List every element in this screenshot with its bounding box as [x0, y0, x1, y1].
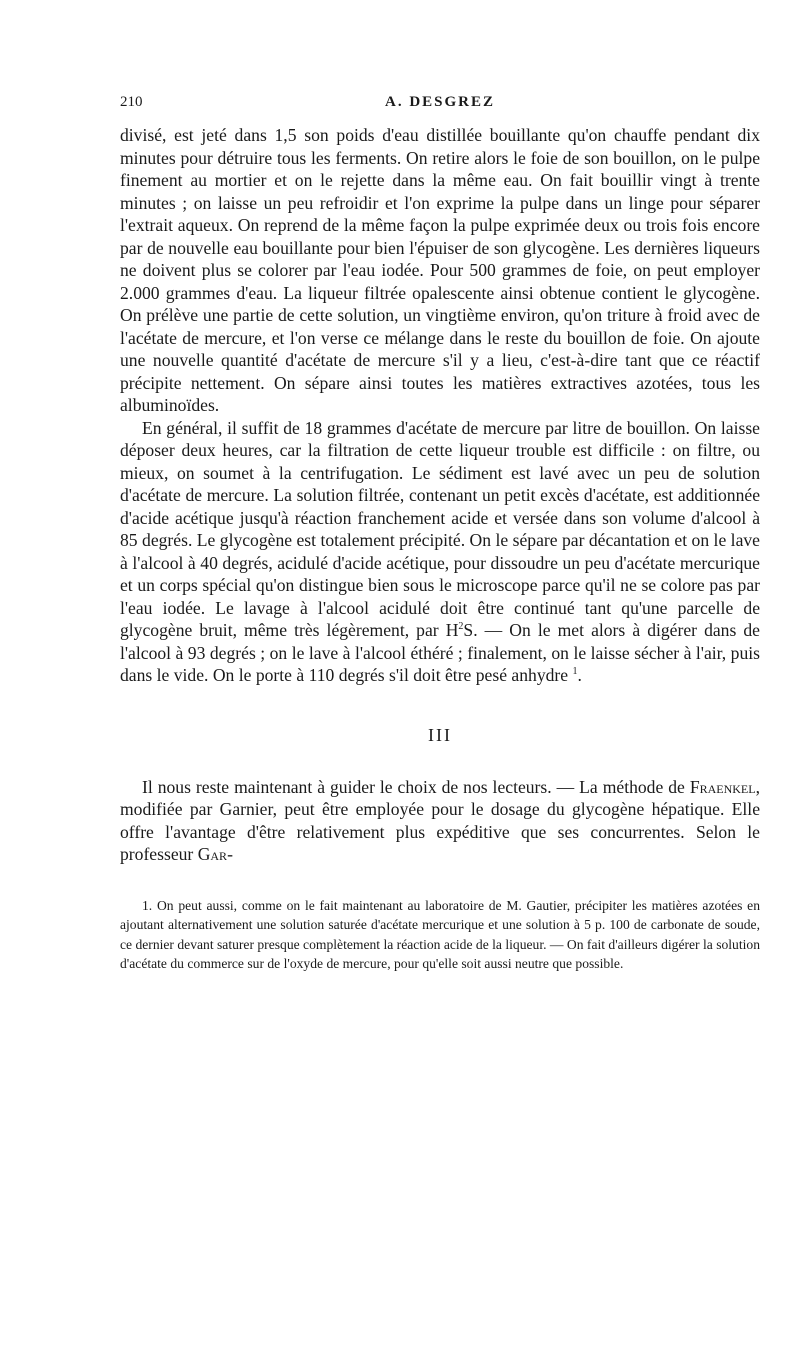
h2s-superscript: 2: [458, 621, 464, 633]
paragraph: [120, 776, 760, 866]
paragraph-text: Il nous reste maintenant à guider le choix de nos lecteurs. — La méthode de: [142, 776, 690, 797]
footnote-text: On peut aussi, comme on le fait maintenant au laboratoire de M. Gautier, précipiter les matières azotées en ajoutant alternativement une solution saturée d'acétate mercurique et une solution à 5 p. 100 de carbonate de soude, ce dernier devant saturer presque complètement la réaction acide de la liqueur. — On fait d'ailleurs digérer la solution d'acétate du commerce sur de l'oxyde de mercure, pour qu'elle soit aussi neutre que possible.: [120, 897, 760, 971]
footnotes: [120, 896, 760, 974]
running-head: [120, 94, 760, 124]
paragraph: [120, 124, 760, 417]
paragraph-text: divisé, est jeté dans 1,5 son poids d'eau distillée bouillante qu'on chauffe pendant dix minutes pour détruire tous les ferments. On retire alors le foie de son bouillon, on le pulpe finement au mortier et on le rejette dans la même eau. On fait bouillir vingt à trente minutes ; on laisse un peu refroidir et l'on exprime la pulpe dans un linge pour séparer l'extrait aqueux. On reprend de la même façon la pulpe exprimée deux ou trois fois encore par de nouvelle eau bouillante pour bien l'épuiser de son glycogène. Les dernières liqueurs ne doivent plus se colorer par l'eau iodée. Pour 500 grammes de foie, on peut employer 2.000 grammes d'eau. La liqueur filtrée opalescente ainsi obtenue contient le glycogène. On prélève une partie de cette solution, un vingtième environ, qu'on triture à froid avec de l'acétate de mercure, et l'on verse ce mélange dans le reste du bouillon de foie. On ajoute une nouvelle quantité d'acétate de mercure s'il y a lieu, c'est-à-dire tant que ce réactif précipite nettement. On sépare ainsi toutes les matières extractives azotées, tous les albuminoïdes.: [120, 125, 760, 415]
author-name: Gar-: [197, 844, 233, 864]
footnote-marker: 1.: [142, 897, 153, 913]
section-number: III: [428, 724, 452, 745]
footnote: [120, 896, 760, 974]
main-text: [120, 124, 760, 687]
book-page: [120, 94, 760, 974]
paragraph-text: S. — On le met alors à digérer dans de l'alcool à 93 degrés ; on le lave à l'alcool éthéré ; finalement, on le laisse sécher à l'air, puis dans le vide. On le porte à 110 degrés s'il doit être pesé anhydre: [120, 620, 760, 685]
author-name: Fraenkel: [689, 776, 756, 797]
running-title: A. DESGREZ: [384, 94, 496, 110]
footnote-reference: 1: [572, 666, 578, 678]
paragraph: En général, il suffit de 18 grammes d'acétate de mercure par litre de bouillon. On laisse déposer deux heures, car la filtration de cette liqueur trouble est difficile : on filtre, ou mieux, on soumet à la centrifugation. Le sédiment est lavé avec un peu de solution d'acétate de mercure. La solution filtrée, contenant un petit excès d'acétate, est additionnée d'acide acétique jusqu'à réaction franchement acide et versée dans son volume d'alcool à 85 degrés. Le glycogène est totalement précipité. On le sépare par décantation et on le lave à l'alcool à 40 degrés, acidulé d'acide acétique, pour dissoudre un peu d'acétate mercurique et un corps spécial qu'on distingue bien sous le microscope parce qu'il ne se colore pas par l'eau iodée. Le lavage à l'alcool acidulé doit être continué tant qu'une parcelle de glycogène bruit, même très légèrement, par $H^2S$. — On le met alors à digérer dans de l'alcool à 93 degrés ; on le lave à l'alcool éthéré ; finalement, on le laisse sécher à l'air, puis dans le vide. On le porte à 110 degrés s'il doit être pesé anhydre $^1$.: [120, 417, 760, 685]
page-number: 210: [120, 94, 143, 110]
paragraph-text: , modifiée par Garnier, peut être employée pour le dosage du glycogène hépatique. Elle offre l'avantage d'être relativement plus expéditive que ses concurrentes. Selon le professeur: [120, 776, 760, 864]
section-text: [120, 776, 760, 866]
paragraph-text: En général, il suffit de 18 grammes d'acétate de mercure par litre de bouillon. On laisse déposer deux heures, car la filtration de cette liqueur trouble est difficile : on filtre, ou mieux, on soumet à la centrifugation. Le sédiment est lavé avec un peu de solution d'acétate de mercure. La solution filtrée, contenant un petit excès d'acétate, est additionnée d'acide acétique jusqu'à réaction franchement acide et versée dans son volume d'alcool à 85 degrés. Le glycogène est totalement précipité. On le sépare par décantation et on le lave à l'alcool à 40 degrés, acidulé d'acide acétique, pour dissoudre un peu d'acétate mercurique et un corps spécial qu'on distingue bien sous le microscope parce qu'il ne se colore pas par l'eau iodée. Le lavage à l'alcool acidulé doit être continué tant qu'une parcelle de glycogène bruit, même très légèrement, par H: [120, 417, 760, 640]
